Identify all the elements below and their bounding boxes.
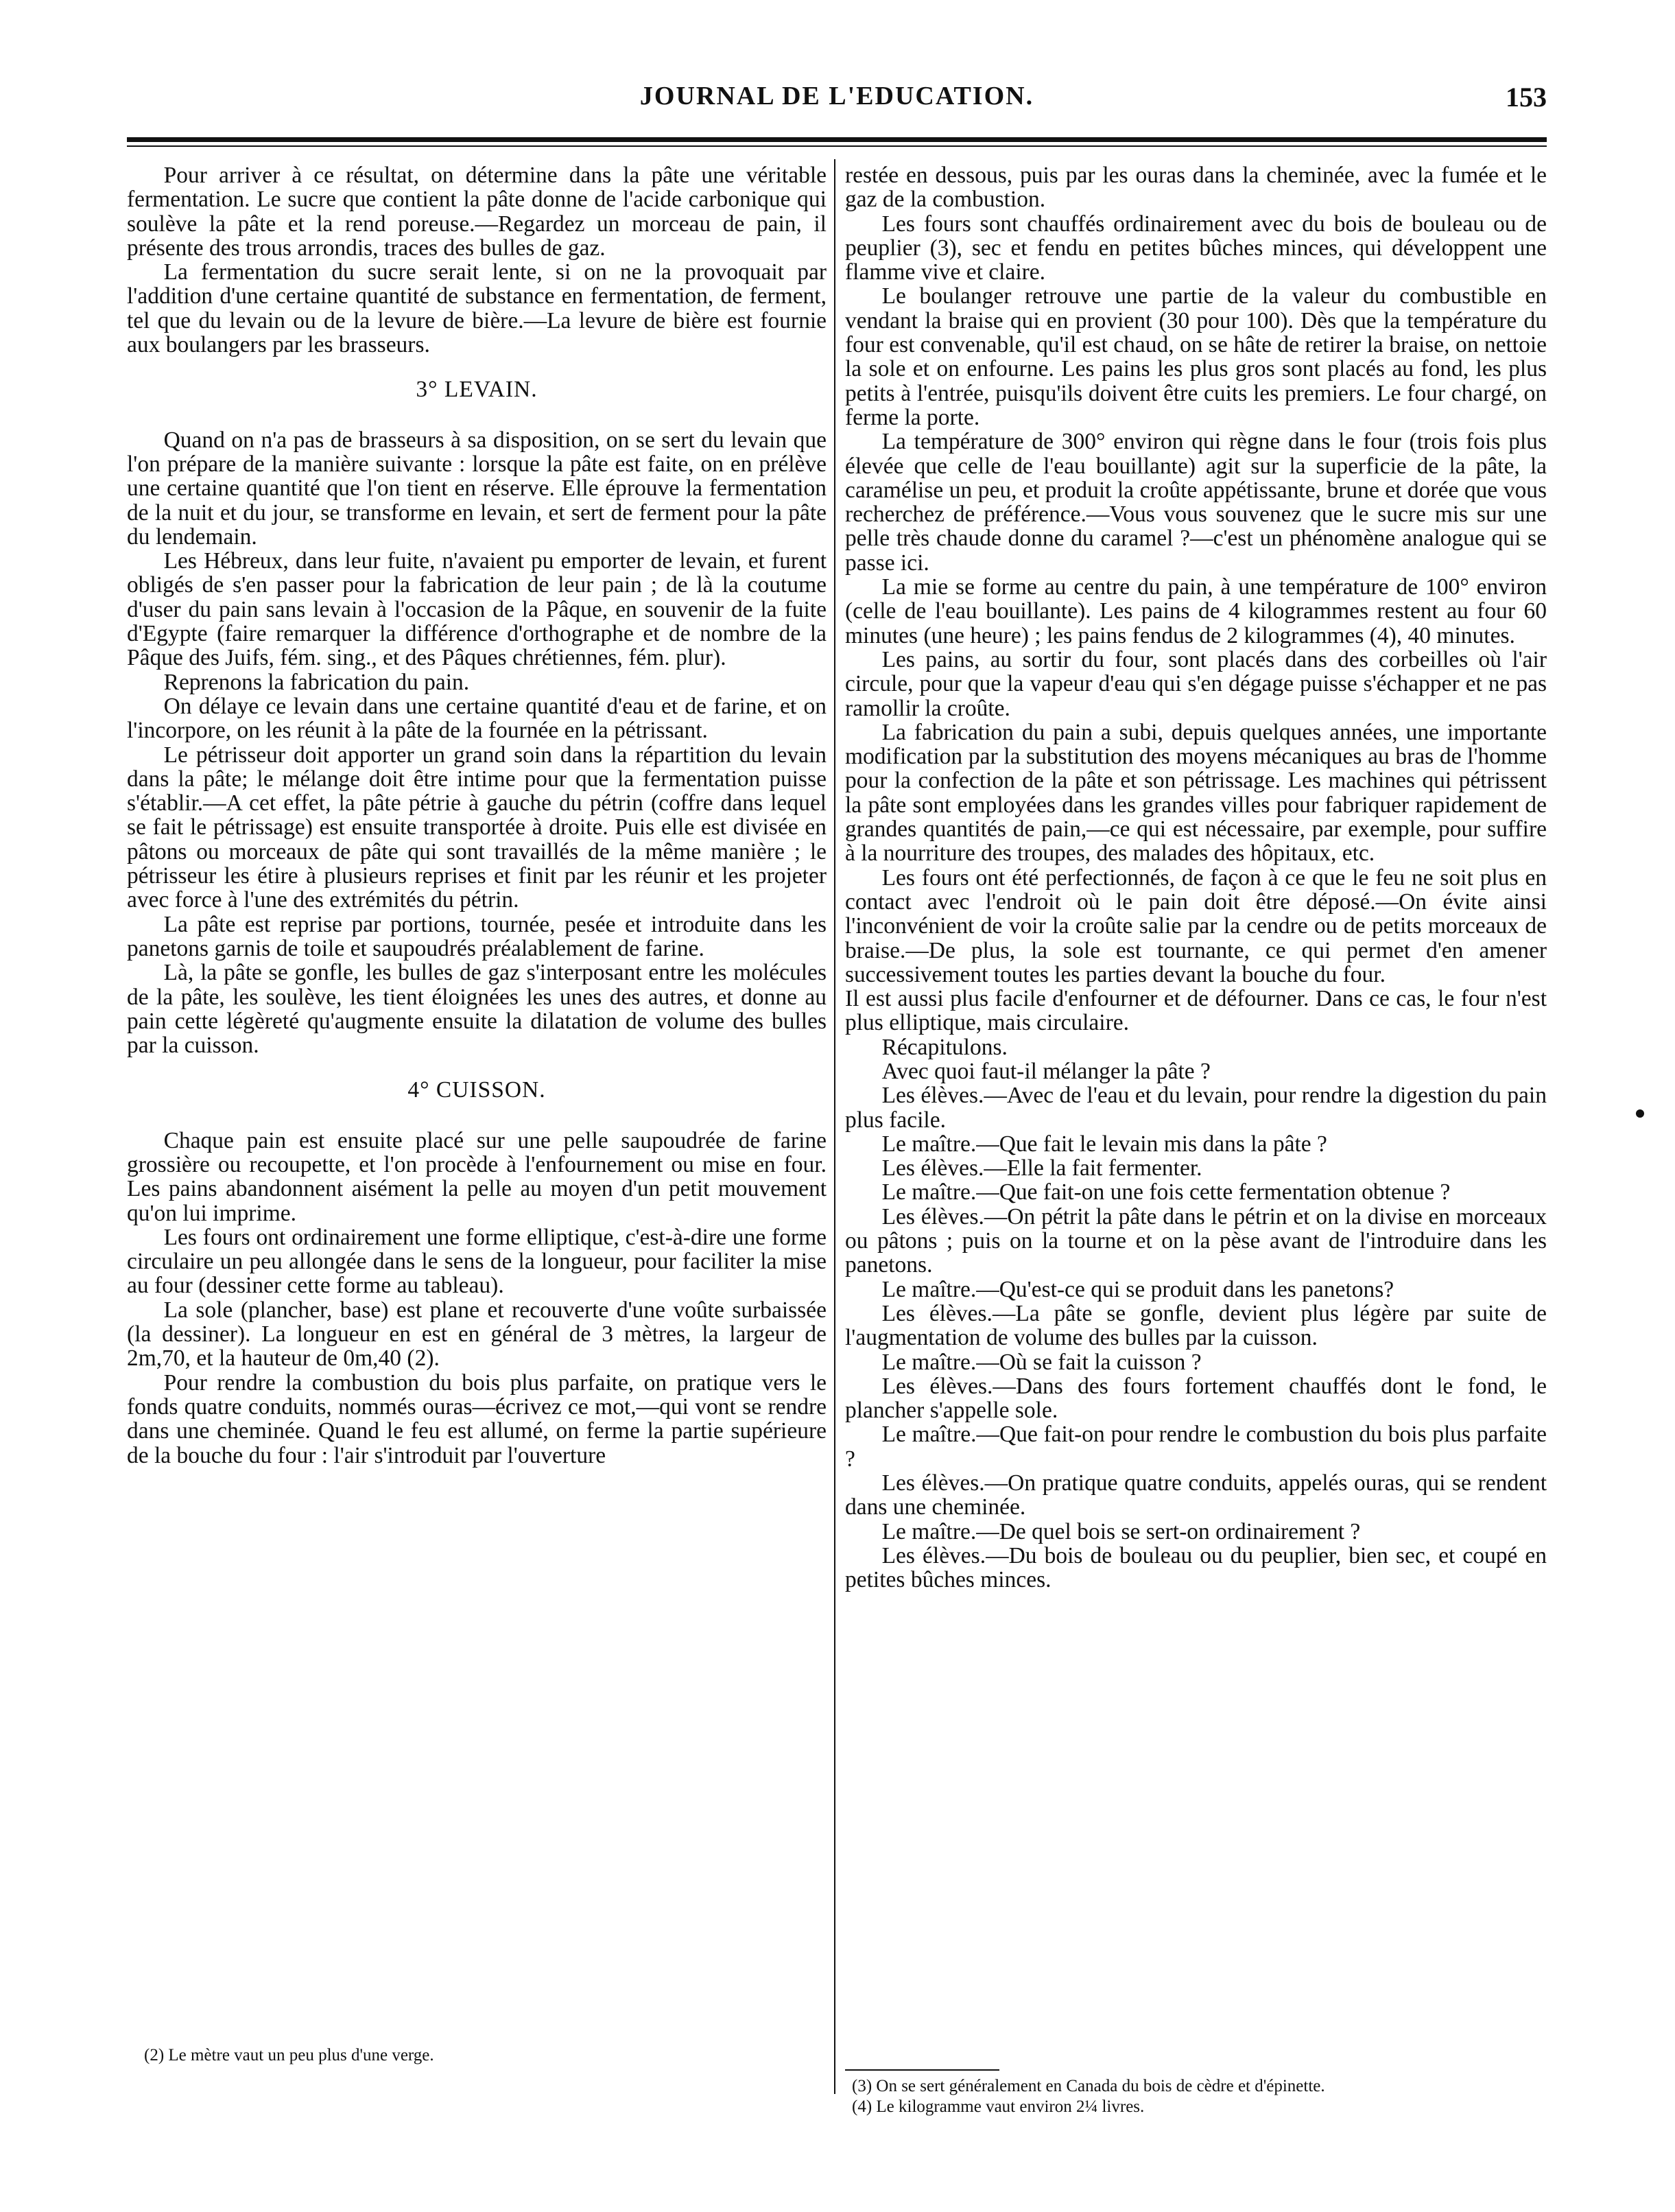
left-section-heading: 3° LEVAIN. <box>416 377 538 403</box>
page-number: 153 <box>1506 82 1547 113</box>
left-paragraph: Quand on n'a pas de brasseurs à sa disposition, on se sert du levain que l'on prépare de la manière suivante : lorsque la pâte est faite, on en prélève une certaine quantité que l'on tient en réserve. Elle éprouve la fermentation de la nuit et du jour, se transforme en levain, et sert de ferment pour la pâte du lendemain. <box>127 427 827 550</box>
right-paragraph: Le maître.—De quel bois se sert-on ordinairement ? <box>881 1518 1361 1544</box>
right-paragraph: Les élèves.—On pratique quatre conduits, appelés ouras, qui se rendent dans une cheminée. <box>845 1470 1547 1520</box>
column-divider <box>834 159 835 2094</box>
page-header <box>127 81 1547 122</box>
left-paragraph: La pâte est reprise par portions, tournée, pesée et introduite dans les panetons garnis de toile et saupoudrés préalablement de farine. <box>127 911 827 961</box>
footnote-3: (3) On se sert généralement en Canada du bois de cèdre et d'épinette. <box>852 2077 1325 2095</box>
left-column <box>127 163 827 1468</box>
right-paragraph: Le maître.—Que fait-on une fois cette fermentation obtenue ? <box>881 1179 1451 1205</box>
right-paragraph: Les pains, au sortir du four, sont placés dans des corbeilles où l'air circule, pour que la vapeur d'eau qui s'en dégage puisse s'échapper et ne pas ramollir la croûte. <box>845 646 1547 721</box>
right-paragraph: Le boulanger retrouve une partie de la valeur du combustible en vendant la braise qui en provient (30 pour 100). Dès que la température du four est convenable, qu'il est chaud, on se hâte de retirer la braise, on nettoie la sole et on enfourne. Les pains les plus gros sont placés au fond, les plus petits à l'entrée, puisqu'ils doivent être cuits les premiers. Le four chargé, on ferme la porte. <box>845 283 1547 430</box>
right-paragraph: Il est aussi plus facile d'enfourner et de défourner. Dans ce cas, le four n'est plus elliptique, mais circulaire. <box>845 986 1547 1036</box>
header-rule <box>127 137 1547 142</box>
right-paragraph: Les élèves.—La pâte se gonfle, devient plus légère par suite de l'augmentation de volume des bulles par la cuisson. <box>845 1300 1547 1351</box>
left-paragraph: Là, la pâte se gonfle, les bulles de gaz s'interposant entre les molécules de la pâte, les soulève, les tient éloignées les unes des autres, et donne au pain cette légèreté qu'augmente ensuite la dilatation de volume des bulles par la cuisson. <box>127 960 827 1059</box>
left-paragraph: Pour rendre la combustion du bois plus parfaite, on pratique vers le fonds quatre conduits, nommés ouras—écrivez ce mot,—qui vont se rendre dans une cheminée. Quand le feu est allumé, on ferme la partie supérieure de la bouche du four : l'air s'introduit par l'ouverture <box>127 1369 827 1468</box>
right-paragraph: Le maître.—Qu'est-ce qui se produit dans les panetons? <box>881 1276 1394 1302</box>
margin-dot <box>1636 1109 1644 1118</box>
left-paragraph: Le pétrisseur doit apporter un grand soin dans la répartition du levain dans la pâte; le mélange doit être intime pour que la fermentation puisse s'établir.—A cet effet, la pâte pétrie à gauche du pétrin (coffre dans lequel se fait le pétrissage) est ensuite transportée à droite. Puis elle est divisée en pâtons ou morceaux de pâte qui sont travaillés de la même manière ; le pétrisseur les étire à plusieurs reprises et finit par les réunir et les projeter avec force à l'une des extrémités du pétrin. <box>127 742 827 913</box>
left-paragraph: Pour arriver à ce résultat, on détermine dans la pâte une véritable fermentation. Le sucre que contient la pâte donne de l'acide carbonique qui soulève la pâte et la rend poreuse.—Regardez un morceau de pain, il présente des trous arrondis, traces des bulles de gaz. <box>127 163 827 261</box>
right-paragraph: La fabrication du pain a subi, depuis quelques années, une importante modification par la substitution des moyens mécaniques au bras de l'homme pour la confection de la pâte et son pétrissage. Les machines qui pétrissent la pâte sont employées dans les grandes villes pour fabriquer rapidement de grandes quantités de pain,—ce qui est nécessaire, par exemple, pour suffire à la nourriture des troupes, des malades des hôpitaux, etc. <box>845 719 1547 867</box>
right-paragraph: Récapitulons. <box>881 1034 1008 1060</box>
left-paragraph: Les fours ont ordinairement une forme elliptique, c'est-à-dire une forme circulaire un peu allongée dans le sens de la longueur, pour faciliter la mise au four (dessiner cette forme au tableau). <box>127 1224 827 1299</box>
left-paragraph: Chaque pain est ensuite placé sur une pelle saupoudrée de farine grossière ou recoupette, et l'on procède à l'enfournement ou mise en four. Les pains abandonnent aisément la pelle au moyen d'un petit mouvement qu'on lui imprime. <box>127 1127 827 1226</box>
header-rule-thin <box>127 145 1547 147</box>
right-paragraph: Avec quoi faut-il mélanger la pâte ? <box>881 1058 1211 1084</box>
right-paragraph: Les élèves.—Du bois de bouleau ou du peuplier, bien sec, et coupé en petites bûches minces. <box>845 1542 1547 1593</box>
right-paragraph: Les fours ont été perfectionnés, de façon à ce que le feu ne soit plus en contact avec l'endroit où le pain doit être déposé.—On évite ainsi l'inconvénient de voir la croûte salie par la cendre ou de petits morceaux de braise.—De plus, la sole est tournante, ce qui permet d'en amener successivement toutes les parties devant la bouche du four. <box>845 864 1547 987</box>
right-paragraph: Le maître.—Que fait le levain mis dans la pâte ? <box>881 1131 1327 1157</box>
left-paragraph: Reprenons la fabrication du pain. <box>163 669 470 695</box>
right-paragraph: Le maître.—Que fait-on pour rendre le combustion du bois plus parfaite ? <box>845 1422 1547 1472</box>
right-paragraph: Le maître.—Où se fait la cuisson ? <box>881 1349 1202 1375</box>
right-paragraph: Les fours sont chauffés ordinairement avec du bois de bouleau ou de peuplier (3), sec et fendu en petites bûches minces, qui développent une flamme vive et claire. <box>845 211 1547 285</box>
footnote-2: (2) Le mètre vaut un peu plus d'une verge. <box>144 2046 434 2064</box>
running-title: JOURNAL DE L'EDUCATION. <box>639 82 1034 110</box>
left-section-heading: 4° CUISSON. <box>407 1077 546 1103</box>
right-paragraph: Les élèves.—Elle la fait fermenter. <box>881 1155 1202 1181</box>
right-paragraph: restée en dessous, puis par les ouras dans la cheminée, avec la fumée et le gaz de la combustion. <box>845 163 1547 213</box>
left-paragraph: La fermentation du sucre serait lente, si on ne la provoquait par l'addition d'une certaine quantité de substance en fermentation, de ferment, tel que du levain ou de la levure de bière.—La levure de bière est fournie aux boulangers par les brasseurs. <box>127 259 827 358</box>
left-paragraph: La sole (plancher, base) est plane et recouverte d'une voûte surbaissée (la dessiner). La longueur en est en général de 3 mètres, la largeur de 2m,70, et la hauteur de 0m,40 (2). <box>127 1297 827 1372</box>
right-paragraph: Les élèves.—Dans des fours fortement chauffés dont le fond, le plancher s'appelle sole. <box>845 1373 1547 1424</box>
right-paragraph: Les élèves.—On pétrit la pâte dans le pétrin et on la divise en morceaux ou pâtons ; puis on la tourne et on la pèse avant de l'introduire dans les panetons. <box>845 1203 1547 1278</box>
footnotes-right <box>845 2060 1547 2117</box>
footnote-4: (4) Le kilogramme vaut environ 2¼ livres. <box>852 2097 1145 2116</box>
right-paragraph: La mie se forme au centre du pain, à une température de 100° environ (celle de l'eau bouillante). Les pains de 4 kilogrammes restent au four 60 minutes (une heure) ; les pains fendus de 2 kilogrammes (4), 40 minutes. <box>845 574 1547 648</box>
right-column <box>845 163 1547 1592</box>
footnote-rule <box>845 2069 999 2071</box>
left-paragraph: Les Hébreux, dans leur fuite, n'avaient pu emporter de levain, et furent obligés de s'en passer pour la fabrication de leur pain ; de là la coutume d'user du pain sans levain à l'occasion de la Pâque, en souvenir de la fuite d'Egypte (faire remarquer la différence d'orthographe et de nombre de la Pâque des Juifs, fém. sing., et des Pâques chrétiennes, fém. plur). <box>127 548 827 671</box>
left-paragraph: On délaye ce levain dans une certaine quantité d'eau et de farine, et on l'incorpore, on les réunit à la pâte de la fournée en la pétrissant. <box>127 693 827 744</box>
right-paragraph: La température de 300° environ qui règne dans le four (trois fois plus élevée que celle de l'eau bouillante) agit sur la superficie de la pâte, la caramélise un peu, et produit la croûte appétissante, brune et dorée que vous recherchez de préférence.—Vous vous souvenez que le sucre mis sur une pelle très chaude donne du caramel ?—c'est un phénomène analogue qui se passe ici. <box>845 429 1547 576</box>
right-paragraph: Les élèves.—Avec de l'eau et du levain, pour rendre la digestion du pain plus facile. <box>845 1083 1547 1133</box>
